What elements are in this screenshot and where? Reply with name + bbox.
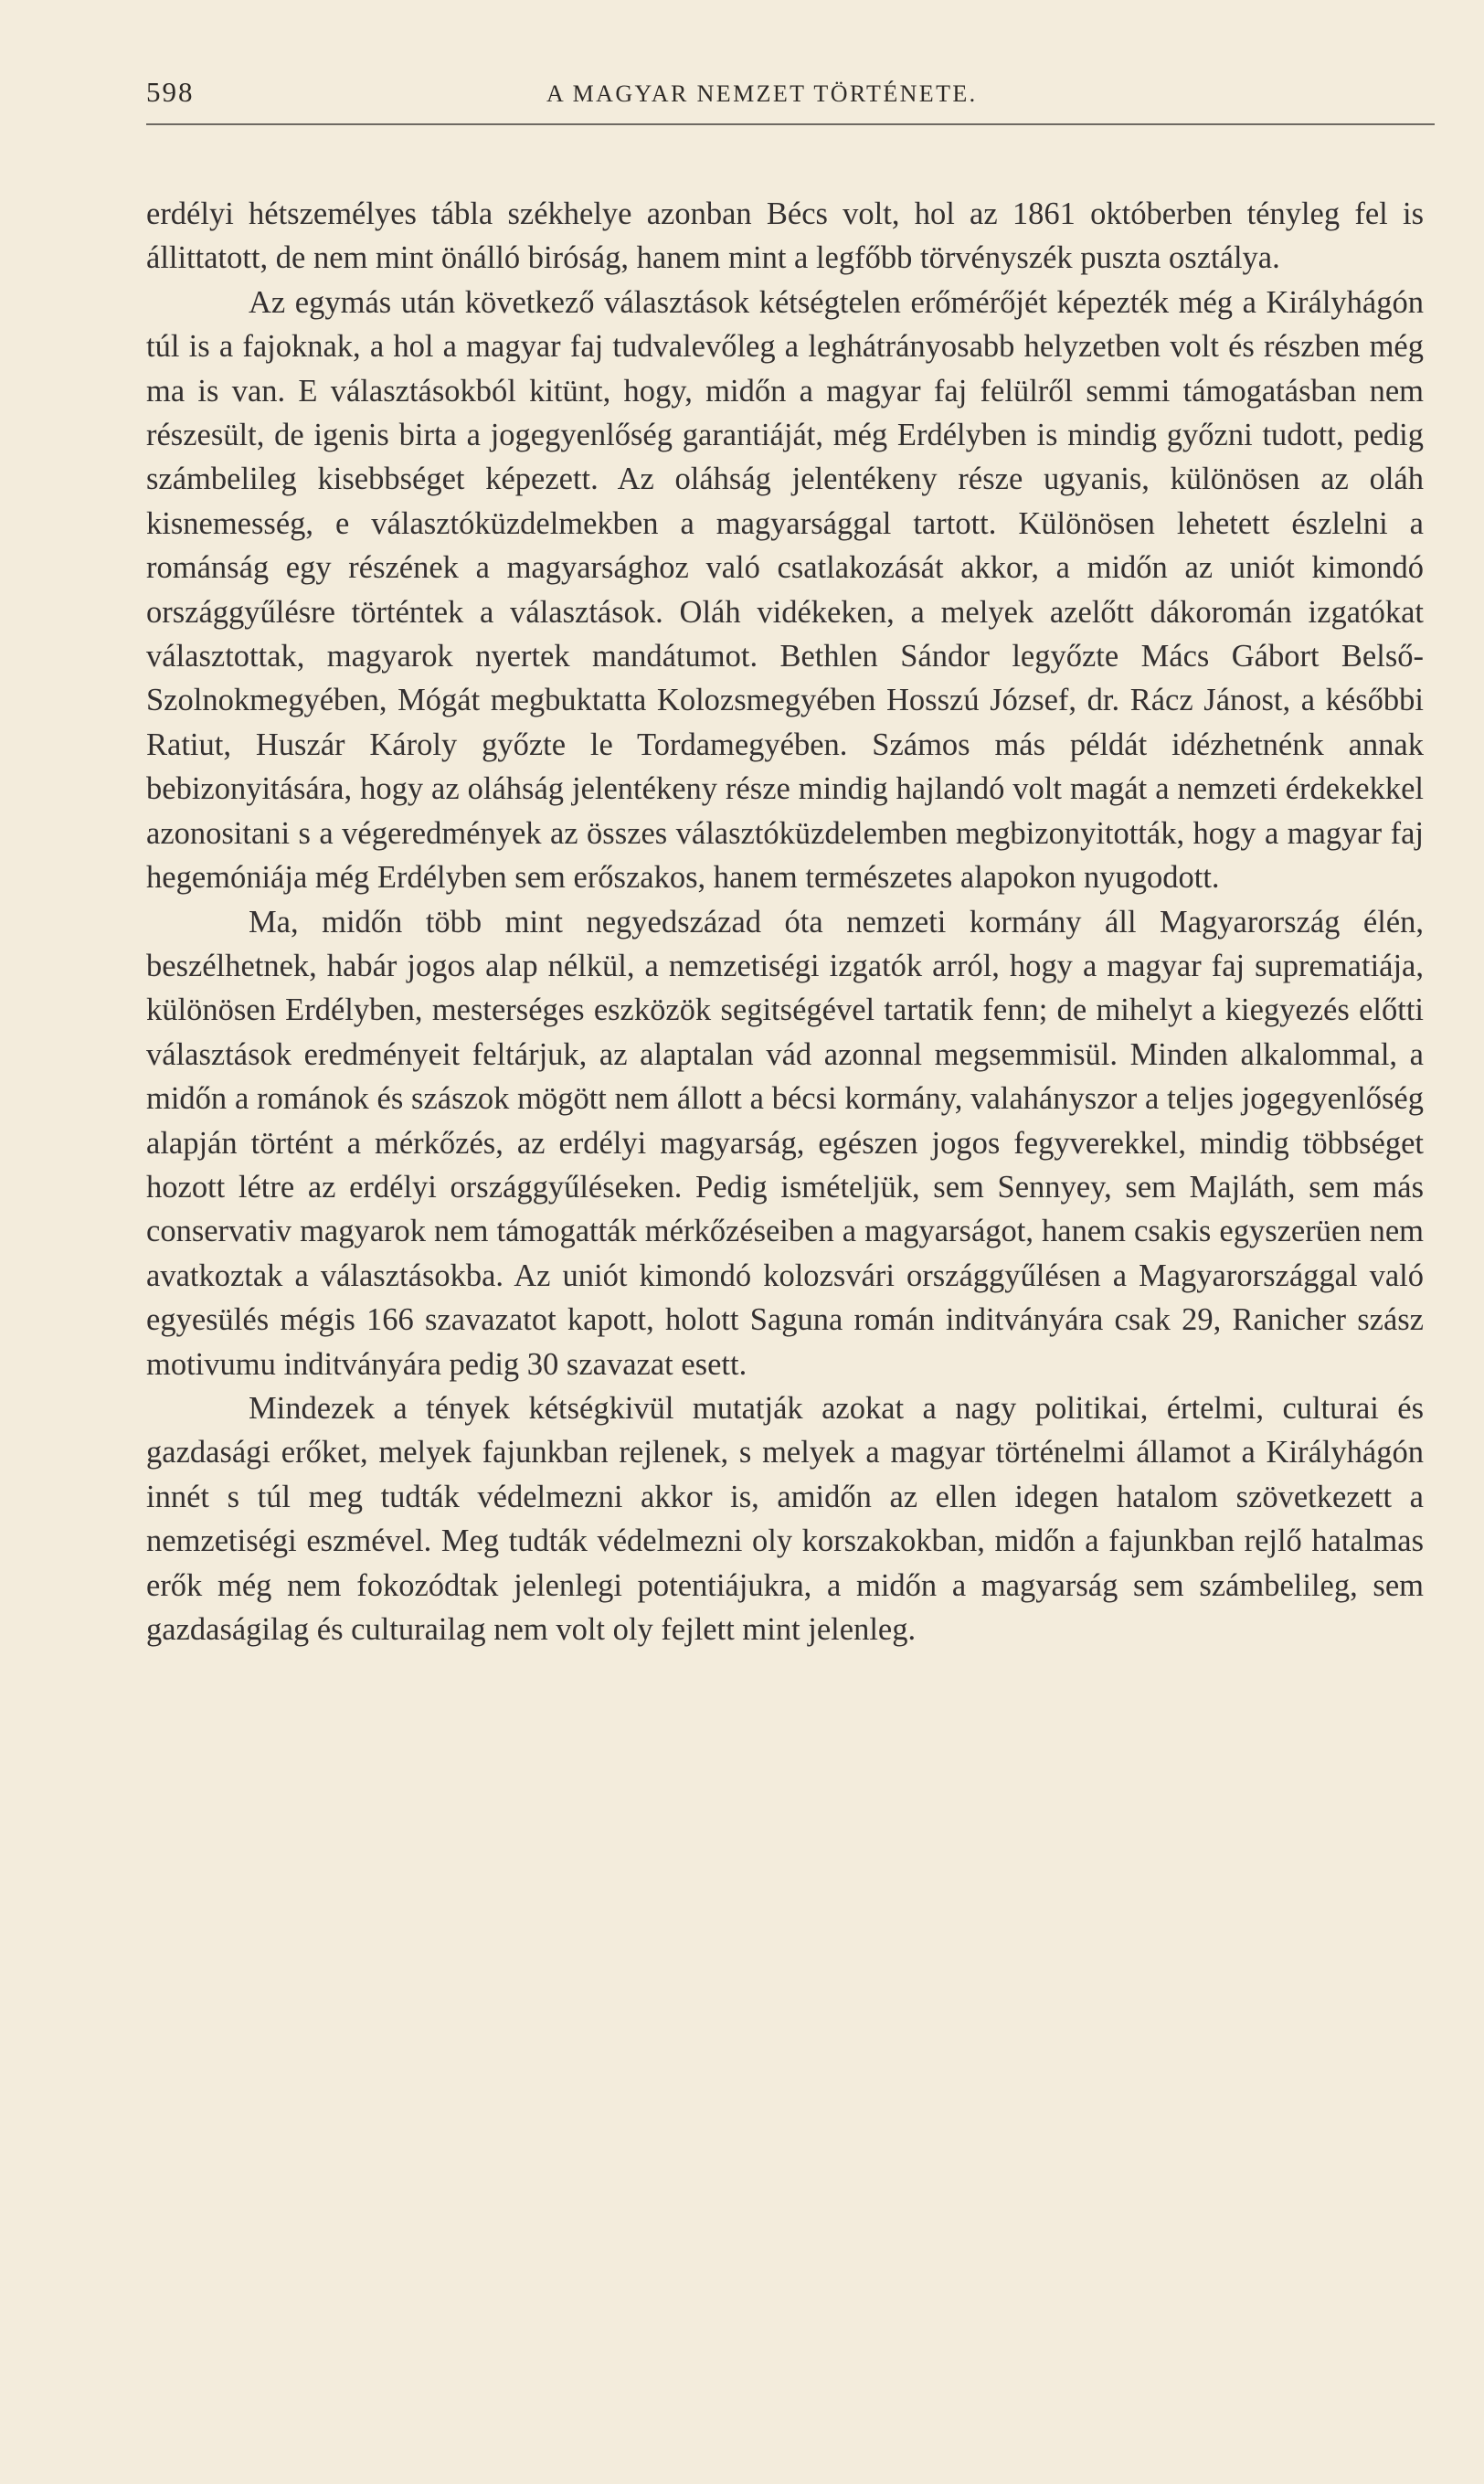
header-rule <box>146 123 1435 125</box>
paragraph: Ma, midőn több mint negyedszázad óta nemzeti kormány áll Magyarország élén, beszélhetnek, habár jogos alap nélkül, a nemzetiségi izgatók arról, hogy a magyar faj suprematiája, különösen Erdélyben, mesterséges eszközök segitségével tartatik fenn; de mihelyt a kiegyezés előtti választások eredményeit feltárjuk, az alaptalan vád azonnal megsemmisül. Minden alkalommal, a midőn a románok és szászok mögött nem állott a bécsi kormány, valahányszor a teljes jogegyenlőség alapján történt a mérkőzés, az erdélyi magyarság, egészen jogos fegyverekkel, mindig többséget hozott létre az erdélyi országgyűléseken. Pedig ismételjük, sem Sennyey, sem Majláth, sem más conservativ magyarok nem támogatták mérkőzéseiben a magyarságot, hanem csakis egyszerüen nem avatkoztak a választásokba. Az uniót kimondó kolozsvári országgyűlésen a Magyarországgal való egyesülés mégis 166 szavazatot kapott, holott Saguna román inditványára csak 29, Ranicher szász motivumu inditványára pedig 30 szavazat esett. <box>146 904 1424 1382</box>
paragraph: erdélyi hétszemélyes tábla székhelye azonban Bécs volt, hol az 1861 októberben tényleg fel is állittatott, de nem mint önálló biróság, hanem mint a legfőbb törvényszék puszta osztálya. <box>146 196 1424 276</box>
body-text <box>146 192 1424 1651</box>
page-number: 598 <box>146 76 195 108</box>
paragraph: Az egymás után következő választások kétségtelen erőmérőjét képezték még a Királyhágón túl is a fajoknak, a hol a magyar faj tudvalevőleg a leghátrányosabb helyzetben volt és részben még ma is van. E választásokból kitünt, hogy, midőn a magyar faj felülről semmi támogatásban nem részesült, de igenis birta a jogegyenlőség garantiáját, még Erdélyben is mindig győzni tudott, pedig számbelileg kisebbséget képezett. Az oláhság jelentékeny része ugyanis, különösen az oláh kisnemesség, e választóküzdelmekben a magyarsággal tartott. Különösen lehetett észlelni a románság egy részének a magyarsághoz való csatlakozását akkor, a midőn az uniót kimondó országgyűlésre történtek a választások. Oláh vidékeken, a melyek azelőtt dákoromán izgatókat választottak, magyarok nyertek mandátumot. Bethlen Sándor legyőzte Mács Gábort Belső-Szolnokmegyében, Mógát megbuktatta Kolozsmegyében Hosszú József, dr. Rácz Jánost, a későbbi Ratiut, Huszár Károly győzte le Tordamegyében. Számos más példát idézhetnénk annak bebizonyitására, hogy az oláhság jelentékeny része mindig hajlandó volt magát a nemzeti érdekekkel azonositani s a végeredmények az összes választóküzdelemben megbizonyitották, hogy a magyar faj hegemóniája még Erdélyben sem erőszakos, hanem természetes alapokon nyugodott. <box>146 284 1424 896</box>
running-title: A MAGYAR NEMZET TÖRTÉNETE. <box>546 80 978 107</box>
paragraph: Mindezek a tények kétségkivül mutatják azokat a nagy politikai, értelmi, culturai és gazdasági erőket, melyek fajunkban rejlenek, s melyek a magyar történelmi államot a Királyhágón innét s túl meg tudták védelmezni akkor is, amidőn az ellen idegen hatalom szövetkezett a nemzetiségi eszmével. Meg tudták védelmezni oly korszakokban, midőn a fajunkban rejlő hatalmas erők még nem fokozódtak jelenlegi potentiájukra, a midőn a magyarság sem számbelileg, sem gazdaságilag és culturailag nem volt oly fejlett mint jelenleg. <box>146 1390 1424 1647</box>
page-header <box>146 76 1435 122</box>
